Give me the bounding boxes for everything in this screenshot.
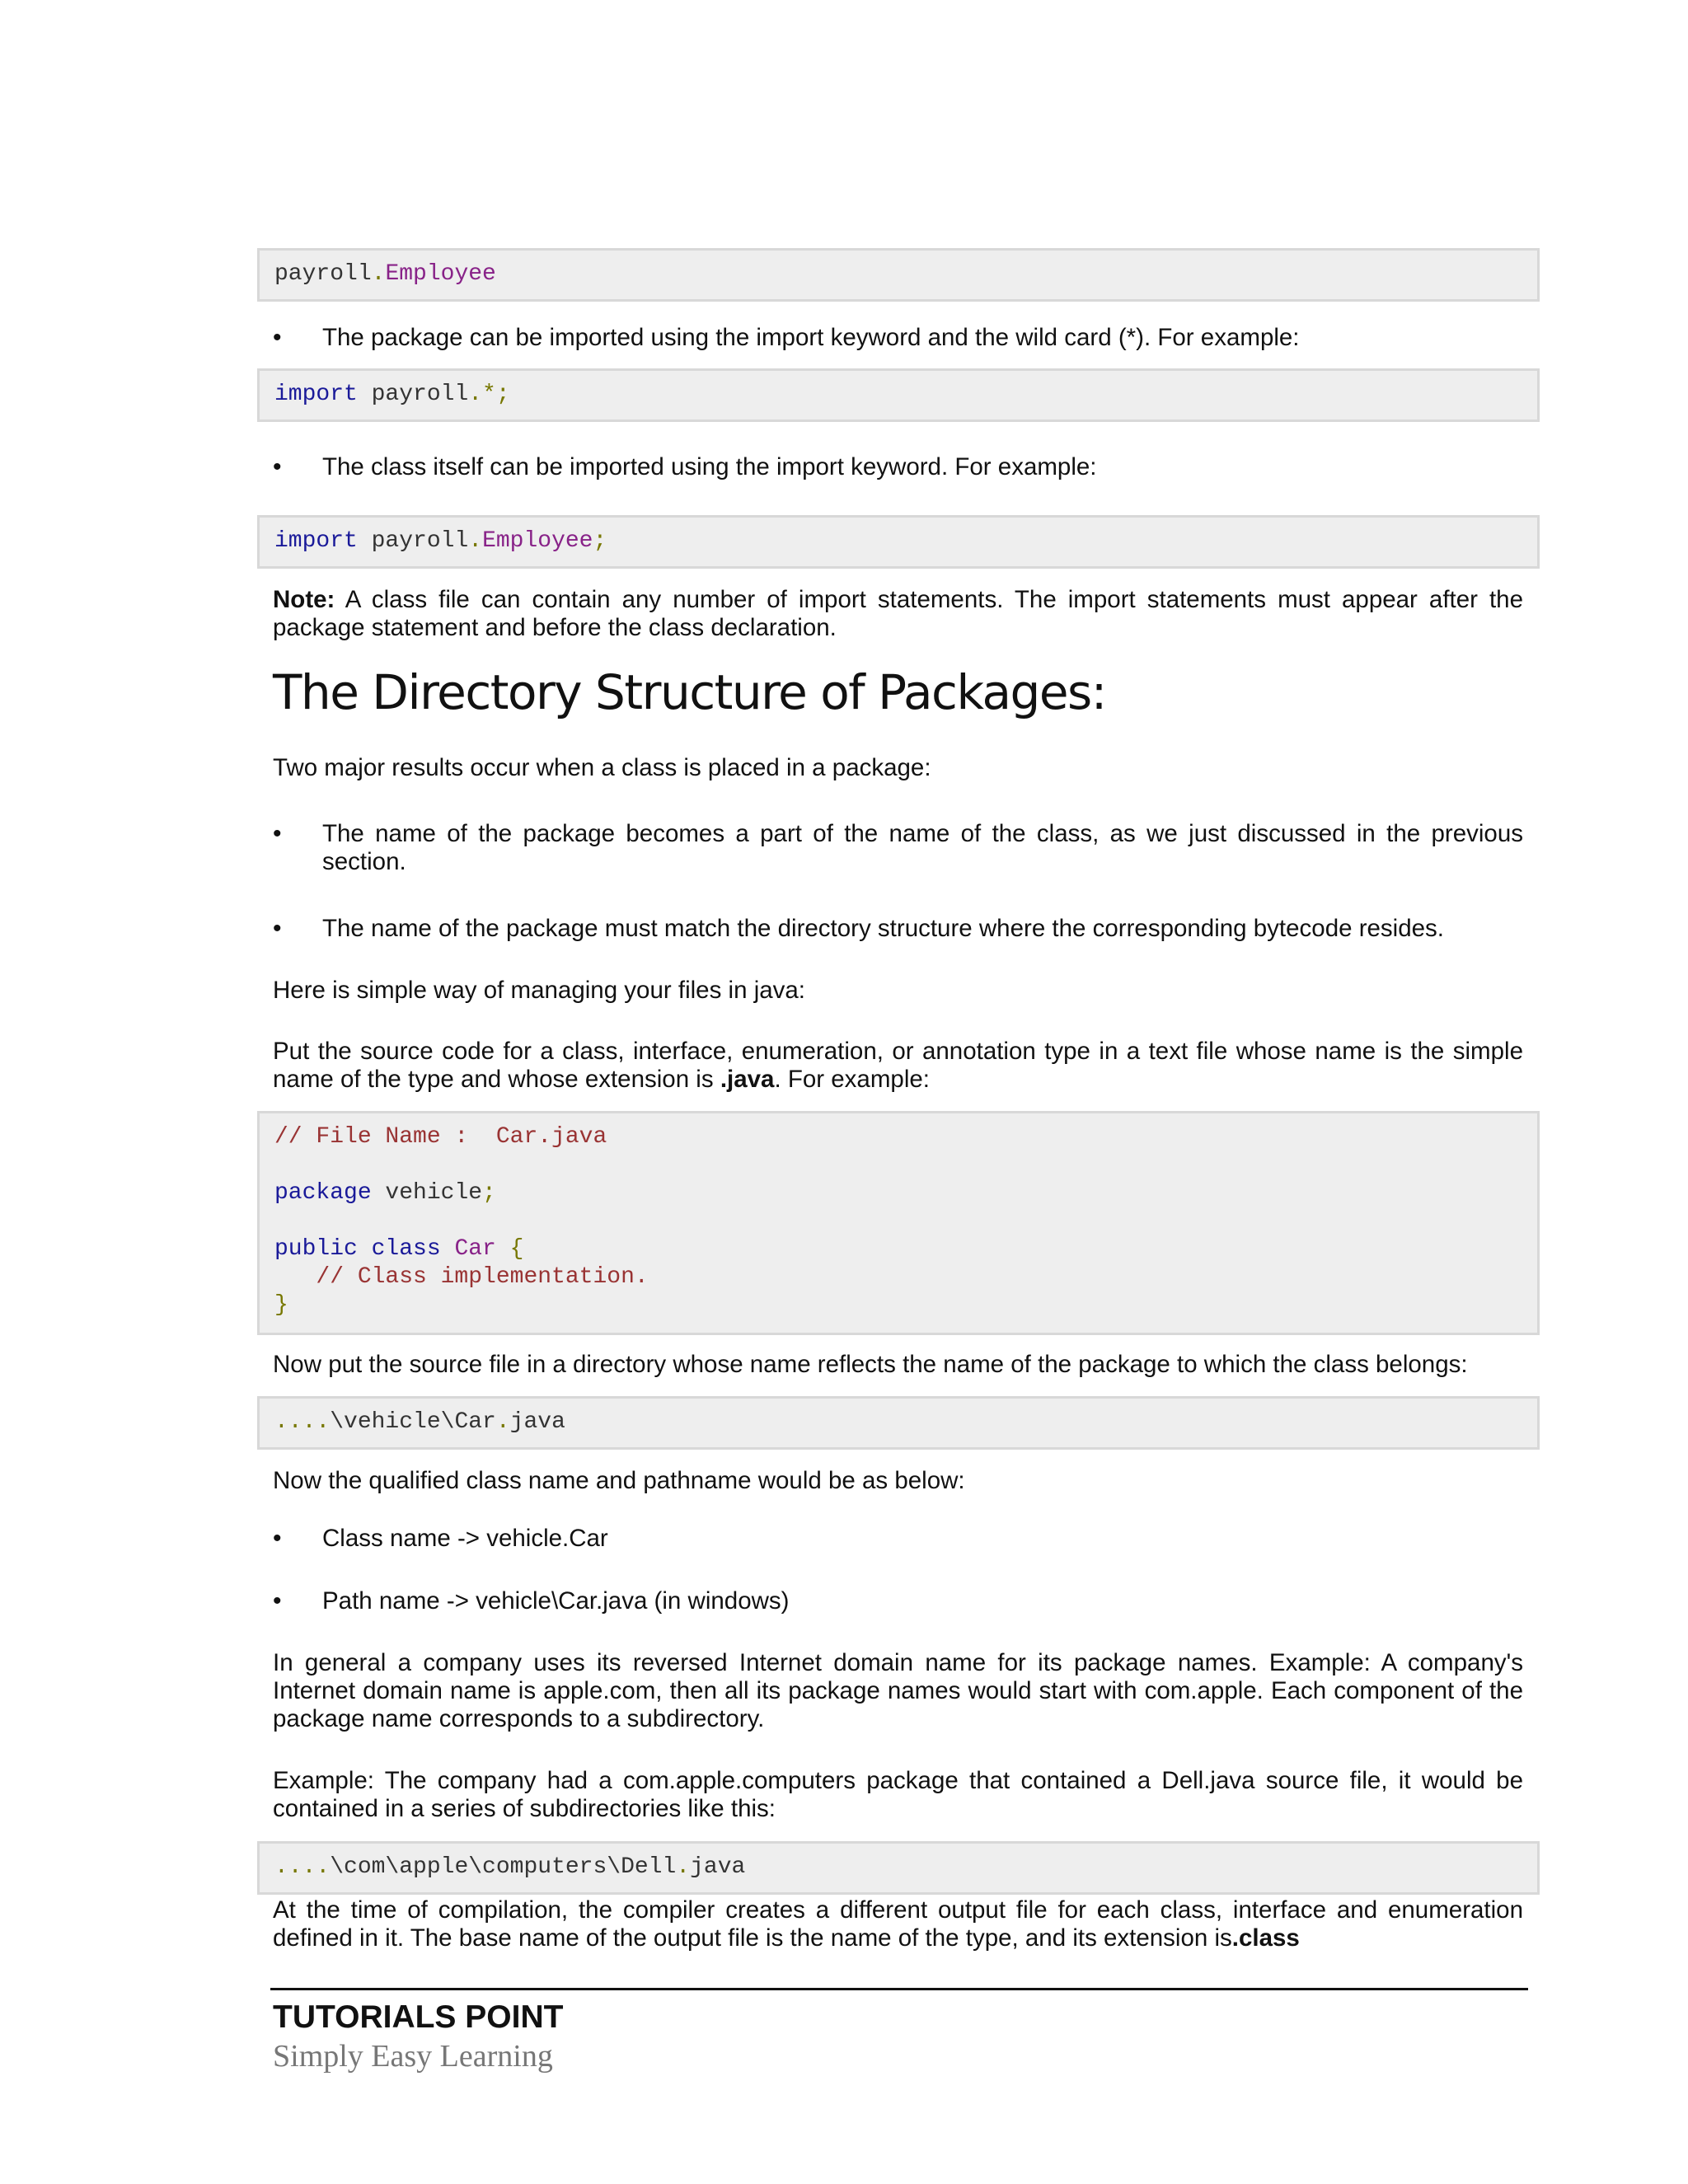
put-source-text: Put the source code for a class, interface, enumeration, or annotation type in a text file whose name is the simple name of the type and whose extension is xyxy=(273,1038,1523,1093)
results-intro: Two major results occur when a class is placed in a package: xyxy=(273,754,931,781)
code-token: Employee xyxy=(385,261,496,287)
bullet-icon: • xyxy=(273,820,282,847)
code-token: java xyxy=(690,1854,746,1880)
bullet-icon: • xyxy=(273,1525,282,1552)
code-token: java xyxy=(509,1409,565,1435)
code-token: payroll xyxy=(274,261,372,287)
code-token: import xyxy=(274,528,358,554)
code-token: payroll xyxy=(357,528,469,554)
code-block-import-wildcard xyxy=(257,368,1540,422)
manage-intro: Here is simple way of managing your files in java: xyxy=(273,977,806,1004)
note-paragraph xyxy=(273,586,1523,642)
qualified-item: Path name -> vehicle\Car.java (in windows) xyxy=(322,1587,790,1615)
code-comment: // File Name : Car.java xyxy=(274,1124,607,1150)
bullet-icon: • xyxy=(273,915,282,942)
code-token: .... xyxy=(274,1409,331,1435)
code-token: package xyxy=(274,1180,372,1206)
qualified-intro: Now the qualified class name and pathname would be as below: xyxy=(273,1467,965,1494)
code-block-dell-path xyxy=(257,1841,1540,1895)
now-put-paragraph: Now put the source file in a directory whose name reflects the name of the package to which the class belongs: xyxy=(273,1351,1468,1378)
note-text: A class file can contain any number of import statements. The import statements must appear after the package statement and before the class declaration. xyxy=(273,586,1523,641)
qualified-item: Class name -> vehicle.Car xyxy=(322,1525,608,1552)
code-token: . xyxy=(676,1854,691,1880)
result-item: The name of the package must match the directory structure where the corresponding bytecode resides. xyxy=(322,915,1444,942)
code-block-vehicle-path xyxy=(257,1396,1540,1450)
code-token: . xyxy=(371,261,386,287)
code-block-car-class xyxy=(257,1111,1540,1335)
code-token: ; xyxy=(593,528,607,554)
code-token: vehicle xyxy=(371,1180,483,1206)
code-token: import xyxy=(274,382,358,407)
note-label: Note: xyxy=(273,586,335,613)
code-block-employee xyxy=(257,248,1540,302)
code-block-import-class xyxy=(257,515,1540,569)
bullet-icon: • xyxy=(273,453,282,480)
code-token: \vehicle\Car xyxy=(330,1409,496,1435)
class-extension: .class xyxy=(1231,1924,1300,1952)
code-token: { xyxy=(495,1236,524,1262)
code-token: payroll xyxy=(357,382,469,407)
code-token: . xyxy=(495,1409,510,1435)
general-paragraph: In general a company uses its reversed Internet domain name for its package names. Example: A company's Internet domain name is apple.com, then all its package names would start with com.apple. Each component of the package name corresponds to a subdirectory. xyxy=(273,1649,1523,1732)
bullet-text-class-import: The class itself can be imported using the import keyword. For example: xyxy=(322,453,1097,480)
code-token: ; xyxy=(482,1180,496,1206)
compile-text: At the time of compilation, the compiler creates a different output file for each class, interface and enumeration defined in it. The base name of the output file is the name of the type, and its extension is xyxy=(273,1896,1523,1952)
compile-paragraph xyxy=(273,1896,1523,1952)
footer-brand: TUTORIALS POINT xyxy=(273,1999,564,2035)
bullet-text-wildcard: The package can be imported using the import keyword and the wild card (*). For example: xyxy=(322,324,1300,351)
footer-divider xyxy=(270,1988,1528,1990)
code-token: .*; xyxy=(468,382,510,407)
code-token: } xyxy=(274,1292,288,1318)
bullet-icon: • xyxy=(273,1587,282,1615)
example-paragraph: Example: The company had a com.apple.computers package that contained a Dell.java source file, it would be contained in a series of subdirectories like this: xyxy=(273,1767,1523,1822)
footer-tagline: Simply Easy Learning xyxy=(273,2039,553,2074)
code-token: .... xyxy=(274,1854,331,1880)
code-token: Employee xyxy=(482,528,593,554)
result-item: The name of the package becomes a part of the name of the class, as we just discussed in the previous section. xyxy=(322,820,1523,875)
section-heading: The Directory Structure of Packages: xyxy=(273,664,1106,720)
code-comment: // Class implementation. xyxy=(274,1264,649,1290)
code-token: \com\apple\computers\Dell xyxy=(330,1854,677,1880)
code-token: public class xyxy=(274,1236,441,1262)
put-source-paragraph xyxy=(273,1038,1523,1094)
java-extension: .java xyxy=(720,1066,775,1093)
bullet-icon: • xyxy=(273,324,282,351)
put-source-suffix: . For example: xyxy=(774,1066,930,1093)
code-token: . xyxy=(468,528,483,554)
code-token: Car xyxy=(440,1236,496,1262)
